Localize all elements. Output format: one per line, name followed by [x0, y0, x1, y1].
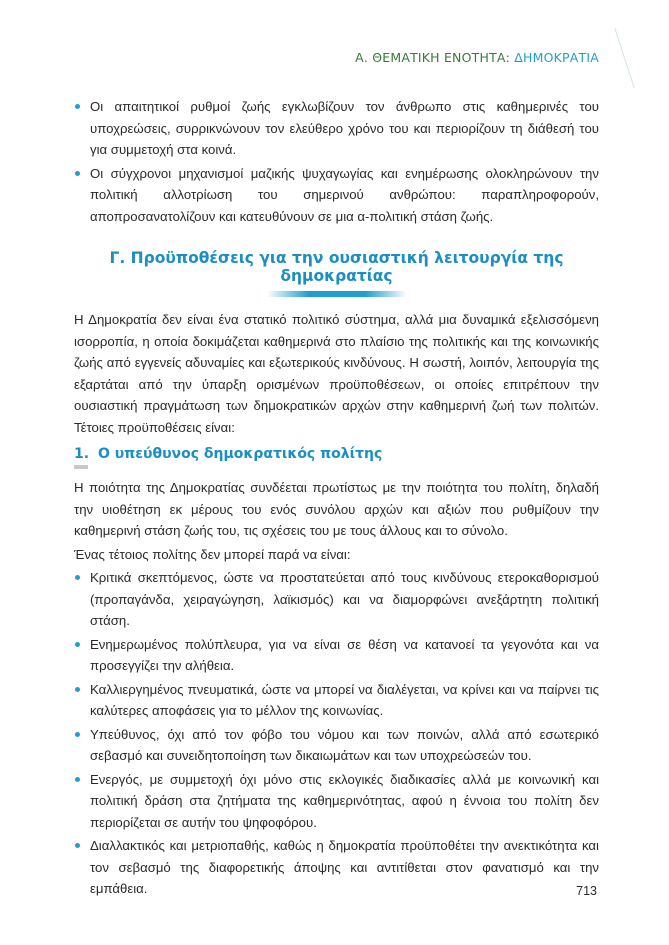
subsection-paragraph: Η ποιότητα της Δημοκρατίας συνδέεται πρωτίστως με την ποιότητα του πολίτη, δηλαδή την υιοθέτηση εκ μέρους του ενός συνόλου αρχών και αξιών που ρυθμίζουν την καθημερινή στάση ζωής του, τις σχέσεις του με τους άλλους και το σύνολο.	[74, 480, 599, 538]
header-topic: ΔΗΜΟΚΡΑΤΙΑ	[514, 50, 599, 65]
section-title-underline	[267, 291, 407, 297]
page-number: 713	[576, 884, 597, 898]
running-header	[355, 50, 599, 65]
list-item: Οι σύγχρονοι μηχανισμοί μαζικής ψυχαγωγίας και ενημέρωσης ολοκληρώνουν την πολιτική αλλοτρίωση του σημερινού ανθρώπου: παραπληροφορούν, αποπροσανατολίζουν και κατευθύνουν σε μια α-πολιτική στάση ζωής.	[74, 163, 599, 228]
citizen-qualities-list	[74, 567, 599, 900]
section-intro: Η Δημοκρατία δεν είναι ένα στατικό πολιτικό σύστημα, αλλά μια δυναμικά εξελισσόμενη ισορροπία, η οποία δοκιμάζεται καθημερινά στο πλαίσιο της πολιτικής και της κοινωνικής ζωής από εγγενείς αδυναμίες και εξωτερικούς κινδύνους. Η σωστή, λοιπόν, λειτουργία της εξαρτάται από την ύπαρξη ορισμένων προϋποθέσεων, οι οποίες επιτρέπουν την ουσιαστική πραγμάτωση των δημοκρατικών αρχών στην καθημερινή ζωή των πολιτών. Τέτοιες προϋποθέσεις είναι:	[74, 312, 599, 435]
section-title: Γ. Προϋποθέσεις για την ουσιαστική λειτουργία της δημοκρατίας	[109, 249, 564, 285]
list-item: Καλλιεργημένος πνευματικά, ώστε να μπορεί να διαλέγεται, να κρίνει και να παίρνει τις καλύτερες αποφάσεις για το μέλλον της κοινωνίας.	[74, 679, 599, 722]
list-item: Ενημερωμένος πολύπλευρα, για να είναι σε θέση να κατανοεί τα γεγονότα και να προσεγγίζει την αλήθεια.	[74, 634, 599, 677]
list-item: Ενεργός, με συμμετοχή όχι μόνο στις εκλογικές διαδικασίες αλλά με κοινωνική και πολιτική δράση στα ζητήματα της καθημερινότητας, αφού η έννοια του πολίτη δεν περιορίζεται σε αυτήν του ψηφοφόρου.	[74, 769, 599, 834]
list-item: Οι απαιτητικοί ρυθμοί ζωής εγκλωβίζουν τον άνθρωπο στις καθημερινές του υποχρεώσεις, συρρικνώνουν τον ελεύθερο χρόνο του και περιορίζουν τη διάθεσή του για συμμετοχή στα κοινά.	[74, 96, 599, 161]
subsection-number: 1.	[74, 446, 90, 462]
top-bullet-list	[74, 96, 599, 227]
subsection-marker	[74, 465, 88, 469]
page-content	[74, 96, 599, 902]
list-item: Υπεύθυνος, όχι από τον φόβο του νόμου και των ποινών, αλλά από εσωτερικό σεβασμό και συνειδητοποίηση των δικαιωμάτων και των υποχρεώσεών του.	[74, 724, 599, 767]
subsection-title	[74, 446, 599, 462]
header-prefix: Α. ΘΕΜΑΤΙΚΗ ΕΝΟΤΗΤΑ:	[355, 50, 511, 65]
list-item: Διαλλακτικός και μετριοπαθής, καθώς η δημοκρατία προϋποθέτει την ανεκτικότητα και τον σεβασμό της διαφορετικής άποψης και αντιτίθεται στον φανατισμό και την εμπάθεια.	[74, 835, 599, 900]
subsection-lead: Ένας τέτοιος πολίτης δεν μπορεί παρά να είναι:	[74, 546, 351, 562]
list-item: Κριτικά σκεπτόμενος, ώστε να προστατεύεται από τους κινδύνους ετεροκαθορισμού (προπαγάνδα, χειραγώγηση, λαϊκισμός) και να διαμορφώνει ανεξάρτητη πολιτική στάση.	[74, 567, 599, 632]
subsection-title-text: Ο υπεύθυνος δημοκρατικός πολίτης	[97, 446, 383, 462]
